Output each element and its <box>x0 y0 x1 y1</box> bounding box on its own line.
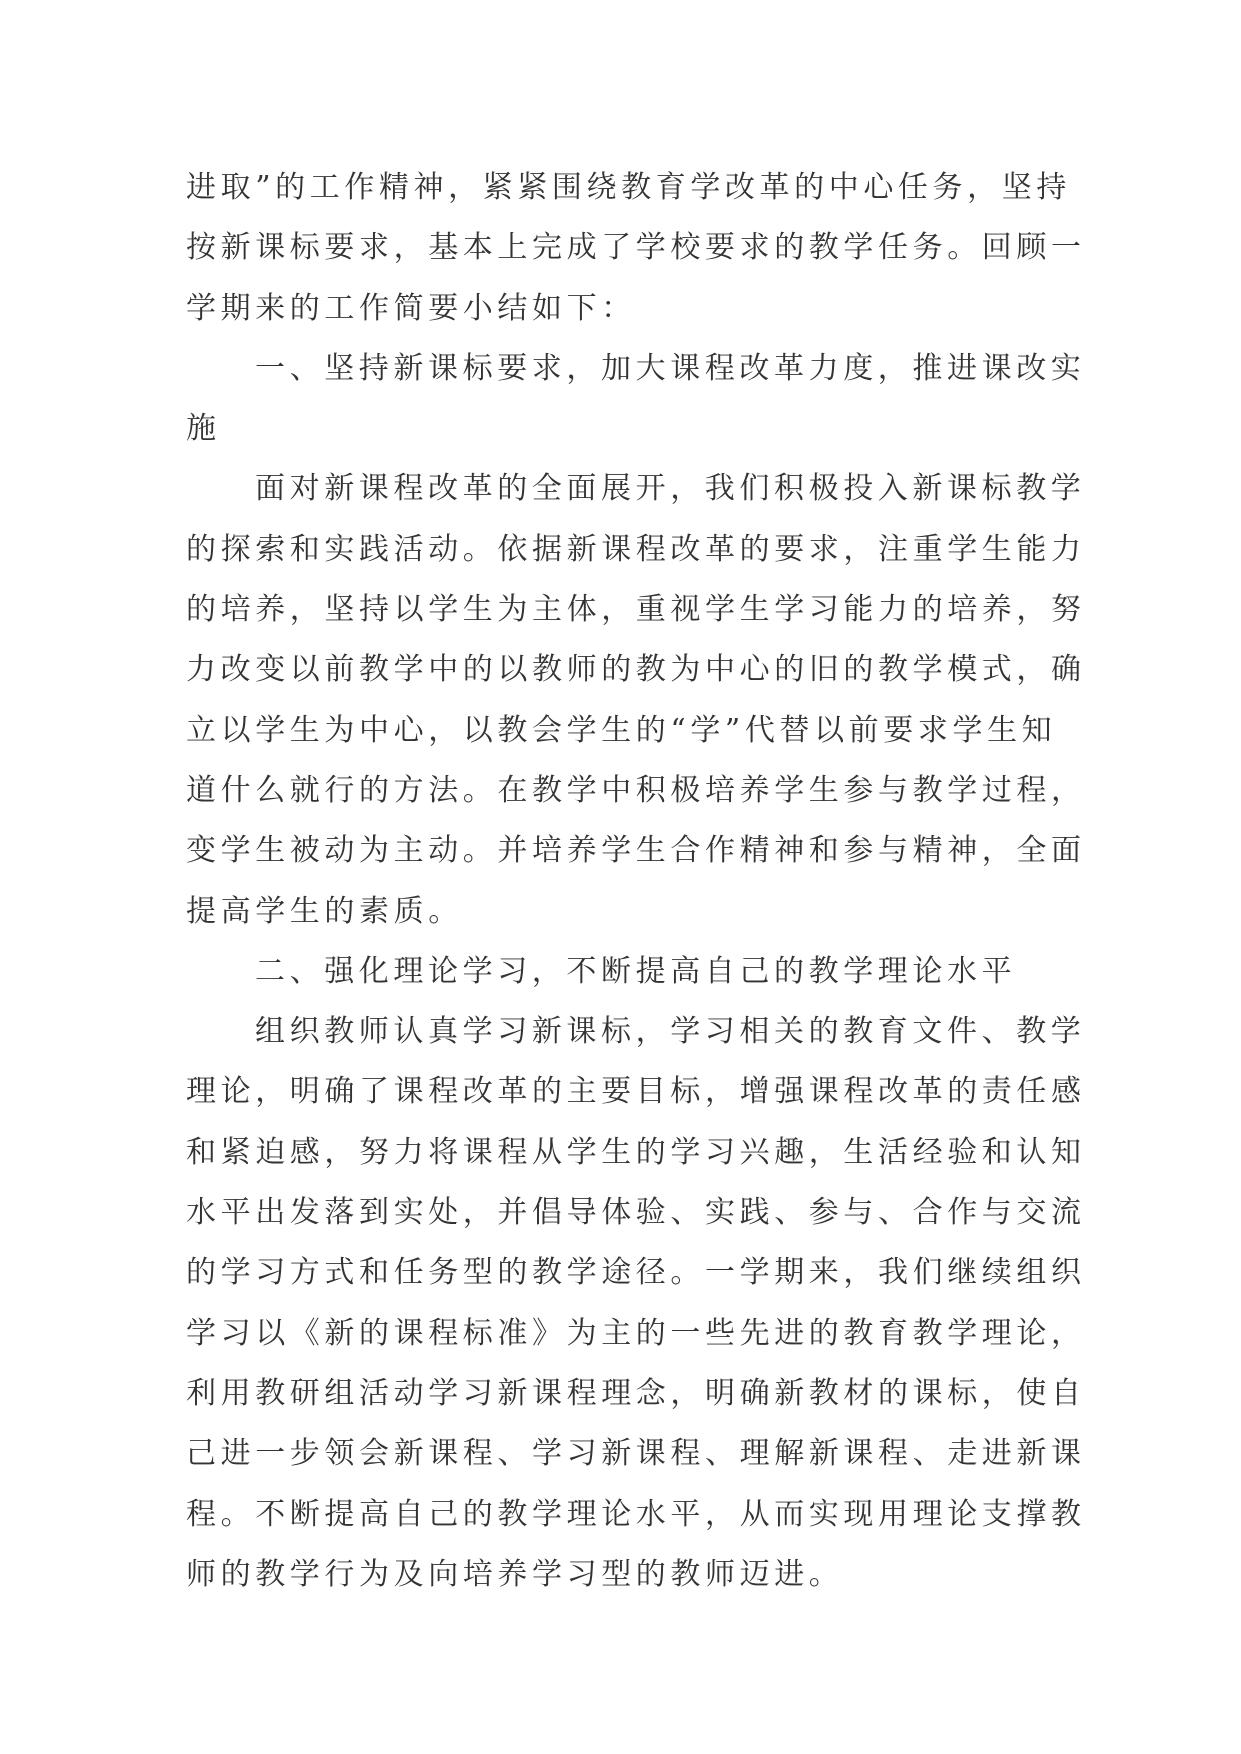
body-line: 己进一步领会新课程、学习新课程、理解新课程、走进新课 <box>186 1436 1086 1472</box>
section-heading-1: 一、坚持新课标要求，加大课程改革力度，推进课改实 <box>255 350 1086 386</box>
body-line: 的培养，坚持以学生为主体，重视学生学习能力的培养，努 <box>186 592 1086 628</box>
body-line: 提高学生的素质。 <box>186 893 463 929</box>
document-body <box>186 158 1086 1605</box>
body-line: 学期来的工作简要小结如下： <box>186 290 636 326</box>
body-line: 进取”的工作精神，紧紧围绕教育学改革的中心任务，坚持 <box>186 170 1071 205</box>
body-line: 道什么就行的方法。在教学中积极培养学生参与教学过程， <box>186 772 1086 808</box>
body-line: 的学习方式和任务型的教学途径。一学期来，我们继续组织 <box>186 1255 1086 1291</box>
body-line: 水平出发落到实处，并倡导体验、实践、参与、合作与交流 <box>186 1195 1086 1231</box>
paragraph-start: 组织教师认真学习新课标，学习相关的教育文件、教学 <box>255 1014 1086 1050</box>
body-line: 力改变以前教学中的以教师的教为中心的旧的教学模式，确 <box>186 652 1086 688</box>
section-heading-2: 二、强化理论学习，不断提高自己的教学理论水平 <box>255 953 1017 989</box>
body-line: 和紧迫感，努力将课程从学生的学习兴趣，生活经验和认知 <box>186 1134 1086 1170</box>
section-heading-1-continued: 施 <box>186 411 221 447</box>
body-line: 理论，明确了课程改革的主要目标，增强课程改革的责任感 <box>186 1074 1086 1110</box>
body-line: 按新课标要求，基本上完成了学校要求的教学任务。回顾一 <box>186 230 1086 266</box>
body-line: 利用教研组活动学习新课程理念，明确新教材的课标，使自 <box>186 1375 1086 1411</box>
body-line: 变学生被动为主动。并培养学生合作精神和参与精神，全面 <box>186 833 1086 869</box>
paragraph-start: 面对新课程改革的全面展开，我们积极投入新课标教学 <box>255 471 1086 507</box>
body-line: 学习以《新的课程标准》为主的一些先进的教育教学理论， <box>186 1315 1086 1351</box>
body-line: 立以学生为中心，以教会学生的“学”代替以前要求学生知 <box>186 712 1057 748</box>
body-line: 师的教学行为及向培养学习型的教师迈进。 <box>186 1556 844 1592</box>
body-line: 程。不断提高自己的教学理论水平，从而实现用理论支撑教 <box>186 1496 1086 1532</box>
body-line: 的探索和实践活动。依据新课程改革的要求，注重学生能力 <box>186 531 1086 567</box>
